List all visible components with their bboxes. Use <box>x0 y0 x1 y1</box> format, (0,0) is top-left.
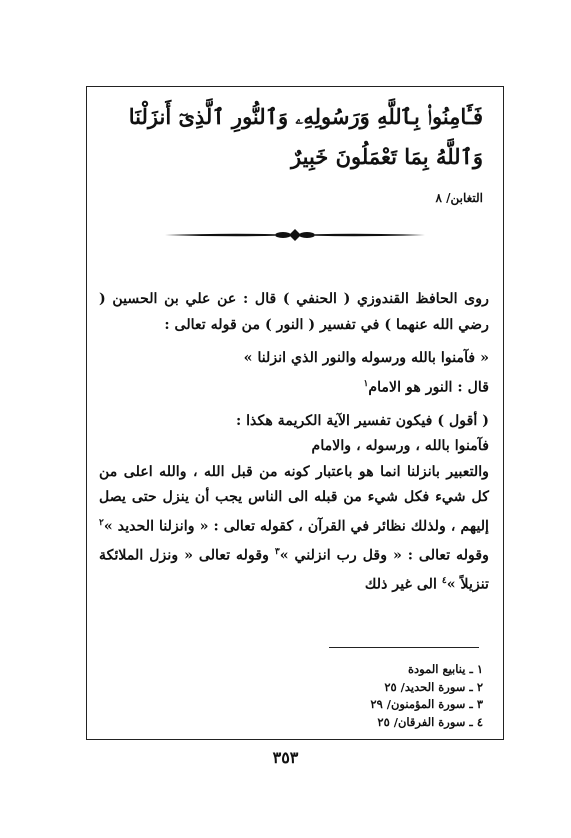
footnote-marker-2: ٢ <box>99 517 104 528</box>
footnote-3: ٣ ـ سورة المؤمنون/ ٢٩ <box>370 697 483 711</box>
explanation-part-4: الى غير ذلك <box>364 576 442 593</box>
paragraph-i-say: ( أقول ) فيكون تفسير الآية الكريمة هكذا : <box>235 412 489 429</box>
paragraph-explanation <box>99 460 489 599</box>
footnote-marker-1: ١ <box>363 378 369 389</box>
verse-reference: التغابن/ ٨ <box>435 191 483 205</box>
said-text: قال : النور هو الامام <box>368 379 489 396</box>
quran-verse-line-2: وَٱللَّهُ بِمَا تَعْمَلُونَ خَبِيرٌ <box>291 144 483 169</box>
footnote-separator <box>329 647 479 648</box>
ornament-divider <box>165 227 425 243</box>
page-number: ٣٥٣ <box>272 748 299 767</box>
footnote-marker-4: ٤ <box>441 576 447 587</box>
explanation-part-2: وقوله تعالى : « وقل رب انزلني » <box>279 547 489 564</box>
footnote-4: ٤ ـ سورة الفرقان/ ٢٥ <box>377 714 483 729</box>
paragraph-interpretation: فآمنوا بالله ، ورسوله ، والامام <box>311 438 489 455</box>
quran-verse <box>103 97 483 177</box>
paragraph-said <box>99 372 489 401</box>
quoted-verse: « فآمنوا بالله ورسوله والنور الذي انزلنا » <box>243 350 489 366</box>
footnotes <box>370 661 483 731</box>
explanation-part-3: وقوله تعالى « ونزل الملائكة تنزيلاً » <box>99 547 489 593</box>
page-frame <box>86 86 504 740</box>
paragraph-narration: روى الحافظ القندوزي ( الحنفي ) قال : عن علي بن الحسين ( رضي الله عنهما ) في تفسير ( النور ) من قوله تعالى : <box>99 291 489 333</box>
commentary-text <box>99 287 489 598</box>
quran-verse-line-1: فَـَٔامِنُوا۟ بِٱللَّهِ وَرَسُولِهِۦ وَٱلنُّورِ ٱلَّذِىٓ أَنزَلْنَا <box>128 104 483 129</box>
footnote-marker-3: ٣ <box>274 546 280 557</box>
footnote-2: ٢ ـ سورة الحديد/ ٢٥ <box>384 679 483 694</box>
explanation-part-1: والتعبير بانزلنا انما هو باعتبار كونه من قبل الله ، والله اعلى من كل شيء فكل شيء من قبله الى الناس يجب أن ينزل حتى يصل إليهم ، ولذلك نظائر في القرآن ، كقوله تعالى : « وانزلنا الحديد » <box>99 463 489 535</box>
footnote-1: ١ ـ ينابيع المودة <box>408 662 483 676</box>
